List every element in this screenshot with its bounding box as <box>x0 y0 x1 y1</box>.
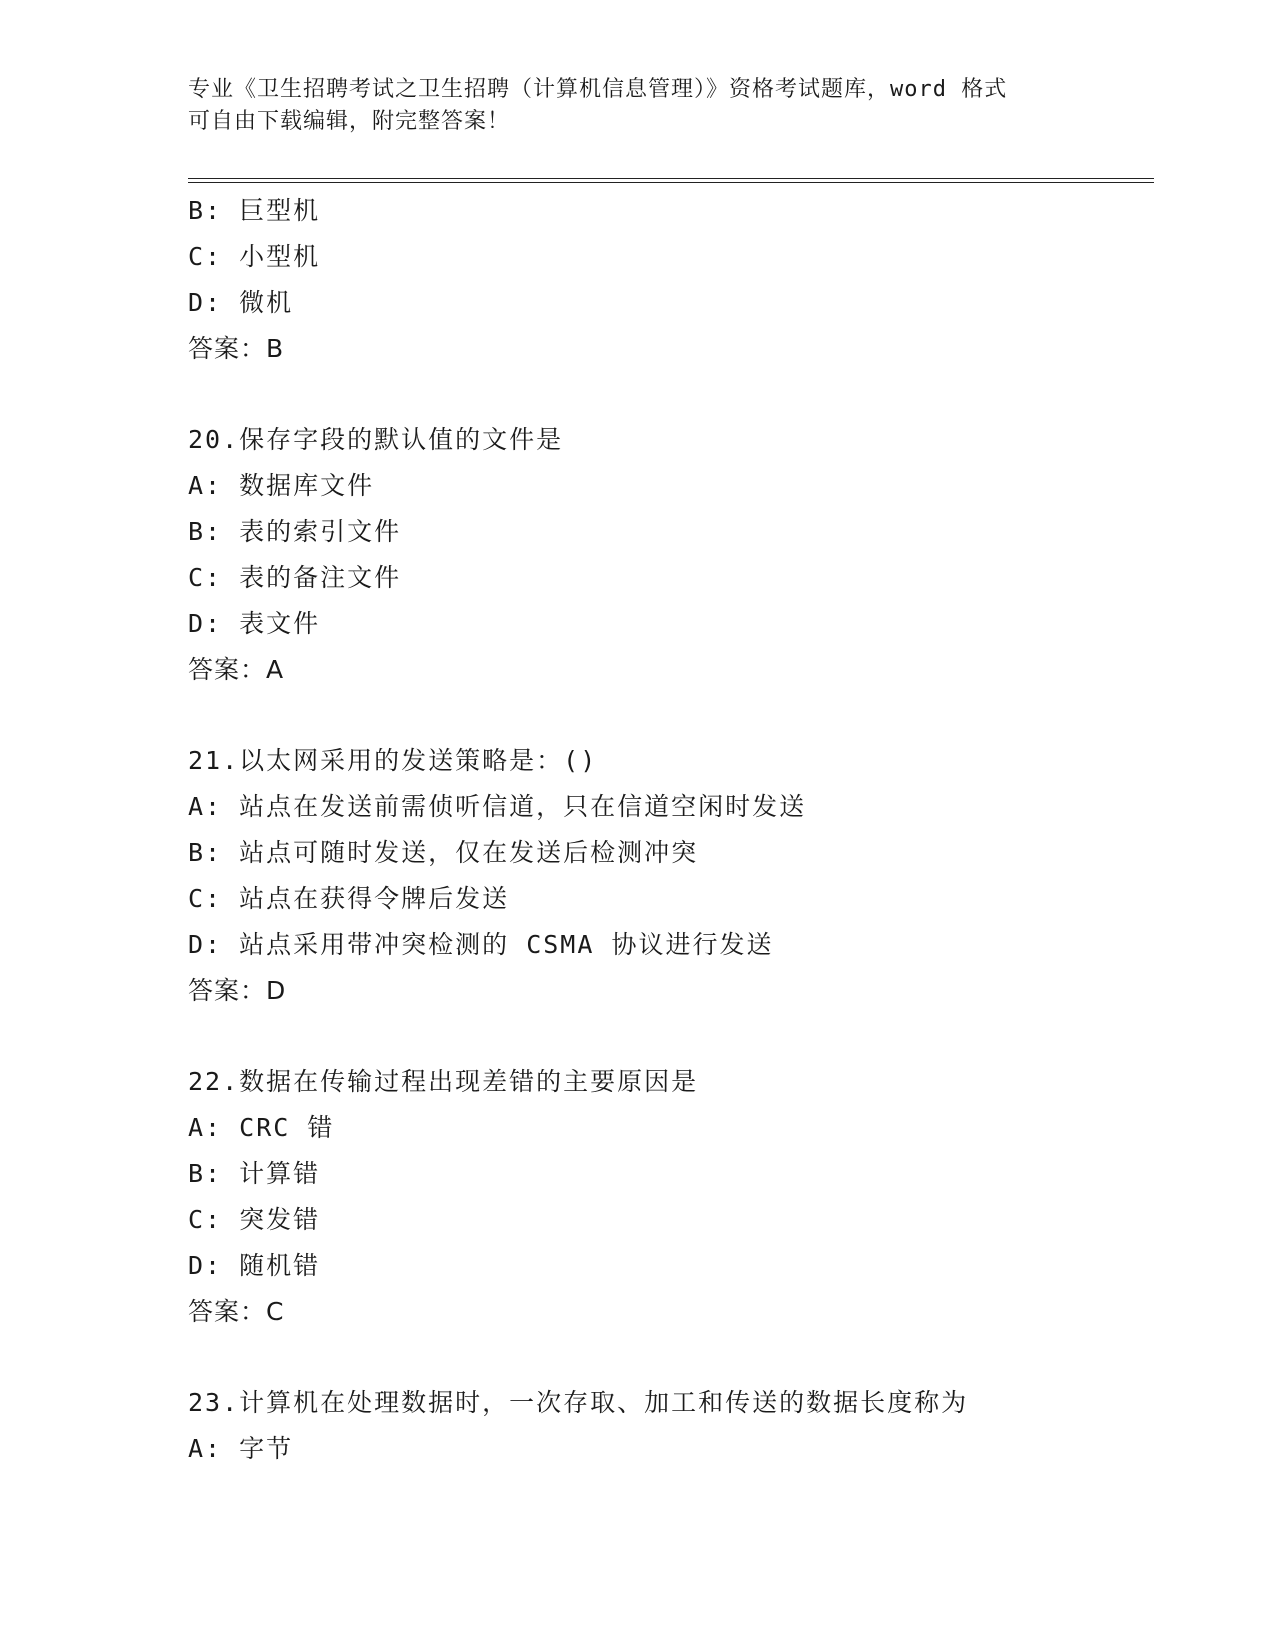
answer-line: 答案：C <box>188 1297 285 1326</box>
option-b: B: 计算错 <box>188 1159 321 1188</box>
spacer <box>188 1014 1154 1059</box>
answer-line: 答案：A <box>188 655 285 684</box>
header-line-2: 可自由下载编辑，附完整答案！ <box>188 109 511 134</box>
question-stem: 23.计算机在处理数据时，一次存取、加工和传送的数据长度称为 <box>188 1388 969 1417</box>
option-a: A: 数据库文件 <box>188 471 375 500</box>
question-23 <box>188 1380 1154 1472</box>
question-19-tail <box>188 188 1154 372</box>
option-a: A: 字节 <box>188 1434 294 1463</box>
question-stem: 21.以太网采用的发送策略是：() <box>188 746 598 775</box>
option-d: D: 随机错 <box>188 1251 321 1280</box>
option-b: B: 站点可随时发送，仅在发送后检测冲突 <box>188 838 699 867</box>
option-c: C: 突发错 <box>188 1205 321 1234</box>
header-line-1: 专业《卫生招聘考试之卫生招聘（计算机信息管理）》资格考试题库，word 格式 <box>188 77 1008 102</box>
option-d: D: 微机 <box>188 288 294 317</box>
option-b: B: 表的索引文件 <box>188 517 402 546</box>
option-b: B: 巨型机 <box>188 196 321 225</box>
question-stem: 20.保存字段的默认值的文件是 <box>188 425 564 454</box>
question-21 <box>188 738 1154 1014</box>
answer-line: 答案：B <box>188 334 285 363</box>
question-list <box>188 188 1154 1472</box>
option-c: C: 站点在获得令牌后发送 <box>188 884 510 913</box>
option-c: C: 小型机 <box>188 242 321 271</box>
option-d: D: 表文件 <box>188 609 321 638</box>
question-22 <box>188 1059 1154 1335</box>
spacer <box>188 693 1154 738</box>
question-20 <box>188 417 1154 693</box>
spacer <box>188 372 1154 417</box>
spacer <box>188 1335 1154 1380</box>
header-divider <box>188 178 1154 183</box>
question-stem: 22.数据在传输过程出现差错的主要原因是 <box>188 1067 699 1096</box>
option-c: C: 表的备注文件 <box>188 563 402 592</box>
answer-line: 答案：D <box>188 976 287 1005</box>
option-d: D: 站点采用带冲突检测的 CSMA 协议进行发送 <box>188 930 774 959</box>
option-a: A: 站点在发送前需侦听信道，只在信道空闲时发送 <box>188 792 807 821</box>
option-a: A: CRC 错 <box>188 1113 335 1142</box>
document-header <box>188 74 1088 138</box>
